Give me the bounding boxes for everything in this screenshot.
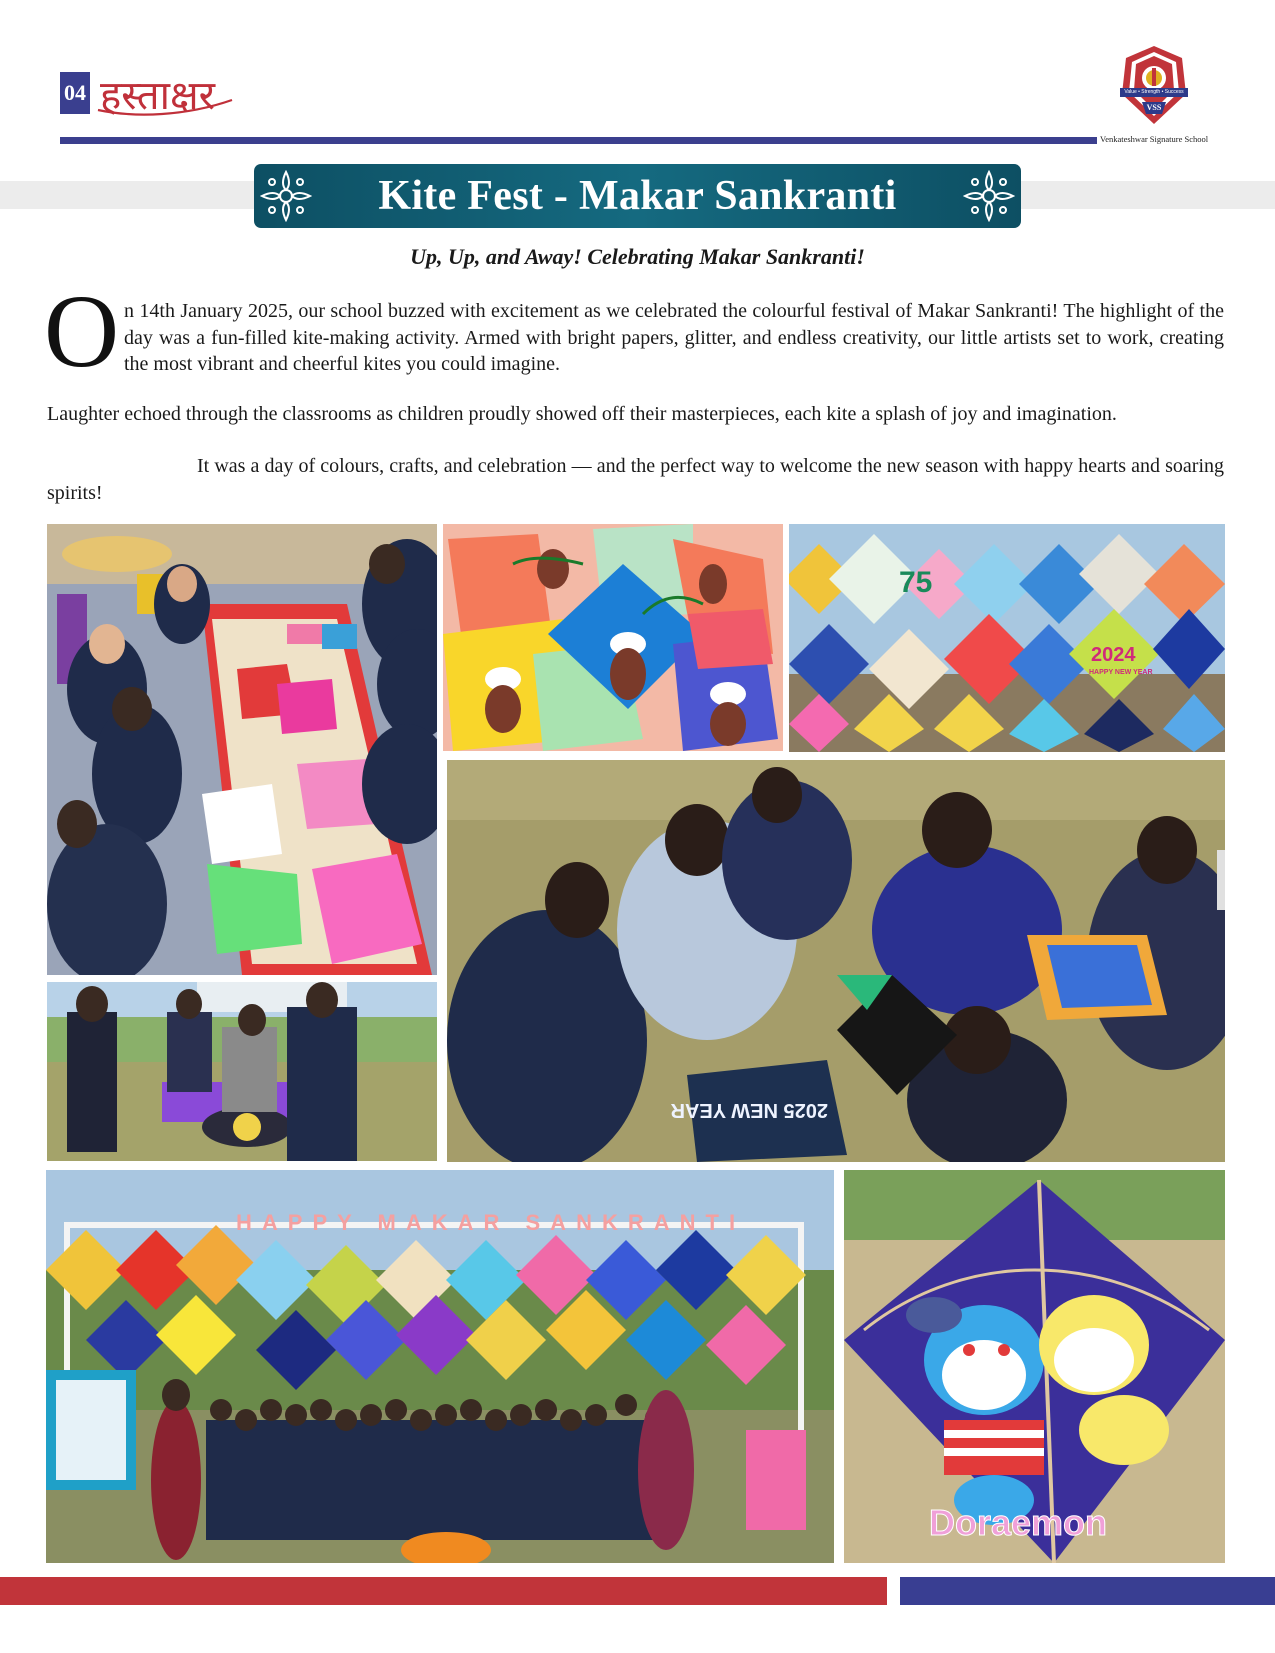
right-ornament-icon — [963, 170, 1015, 222]
kite-text-2025-new-year: 2025 NEW YEAR — [670, 1099, 828, 1121]
photo-paper-kites — [443, 524, 783, 751]
paragraph-2: Laughter echoed through the classrooms as children proudly showed off their masterpieces, each kite a splash of joy and imagination. — [47, 403, 1117, 425]
school-logo — [1112, 44, 1196, 128]
footer-bar-red — [0, 1577, 887, 1605]
kite-year-2024: 2024 — [1091, 644, 1136, 666]
magazine-brand: हस्ताक्षर — [100, 73, 215, 119]
school-name: Venkateshwar Signature School — [1100, 134, 1209, 144]
paragraph-3: It was a day of colours, crafts, and celebration — and the perfect way to welcome the new season with happy hearts and soaring spirits! — [47, 455, 1224, 504]
logo-motto: Value • Strength • Success — [1124, 89, 1184, 95]
footer-bar-blue — [900, 1577, 1275, 1605]
article-title: Kite Fest - Makar Sankranti — [378, 173, 897, 219]
photo-doraemon-kite — [844, 1170, 1225, 1563]
photo-group-kite-wall — [46, 1170, 834, 1563]
title-banner — [254, 164, 1021, 228]
paragraph-1: n 14th January 2025, our school buzzed with excitement as we celebrated the colourful festival of Makar Sankranti! The highlight of the day was a fun-filled kite-making activity. Armed with bright papers, glitter, and endless creativity, our little artists set to work, creating the most vibrant and cheerful kites you could imagine. — [124, 300, 1224, 375]
photo-kite-display — [789, 524, 1225, 752]
left-ornament-icon — [260, 170, 312, 222]
photo-classroom-kite-making — [47, 524, 437, 975]
header-rule — [60, 137, 1097, 144]
article-subtitle: Up, Up, and Away! Celebrating Makar Sankranti! — [410, 244, 865, 269]
photo-students-on-grass — [447, 760, 1225, 1162]
brand-swash-icon — [96, 92, 236, 122]
logo-initials: VSS — [1146, 103, 1162, 112]
school-crest-icon — [1112, 44, 1196, 128]
doraemon-logo-text: Doraemon — [929, 1502, 1108, 1543]
kite-caption-happy-new-year: HAPPY NEW YEAR — [1089, 669, 1153, 676]
kite-number-75: 75 — [899, 566, 933, 599]
drop-cap: O — [44, 274, 120, 389]
banner-happy-makar-sankranti: HAPPY MAKAR SANKRANTI — [236, 1210, 746, 1235]
page-number: 04 — [60, 72, 90, 114]
photo-students-outdoor — [47, 982, 437, 1161]
